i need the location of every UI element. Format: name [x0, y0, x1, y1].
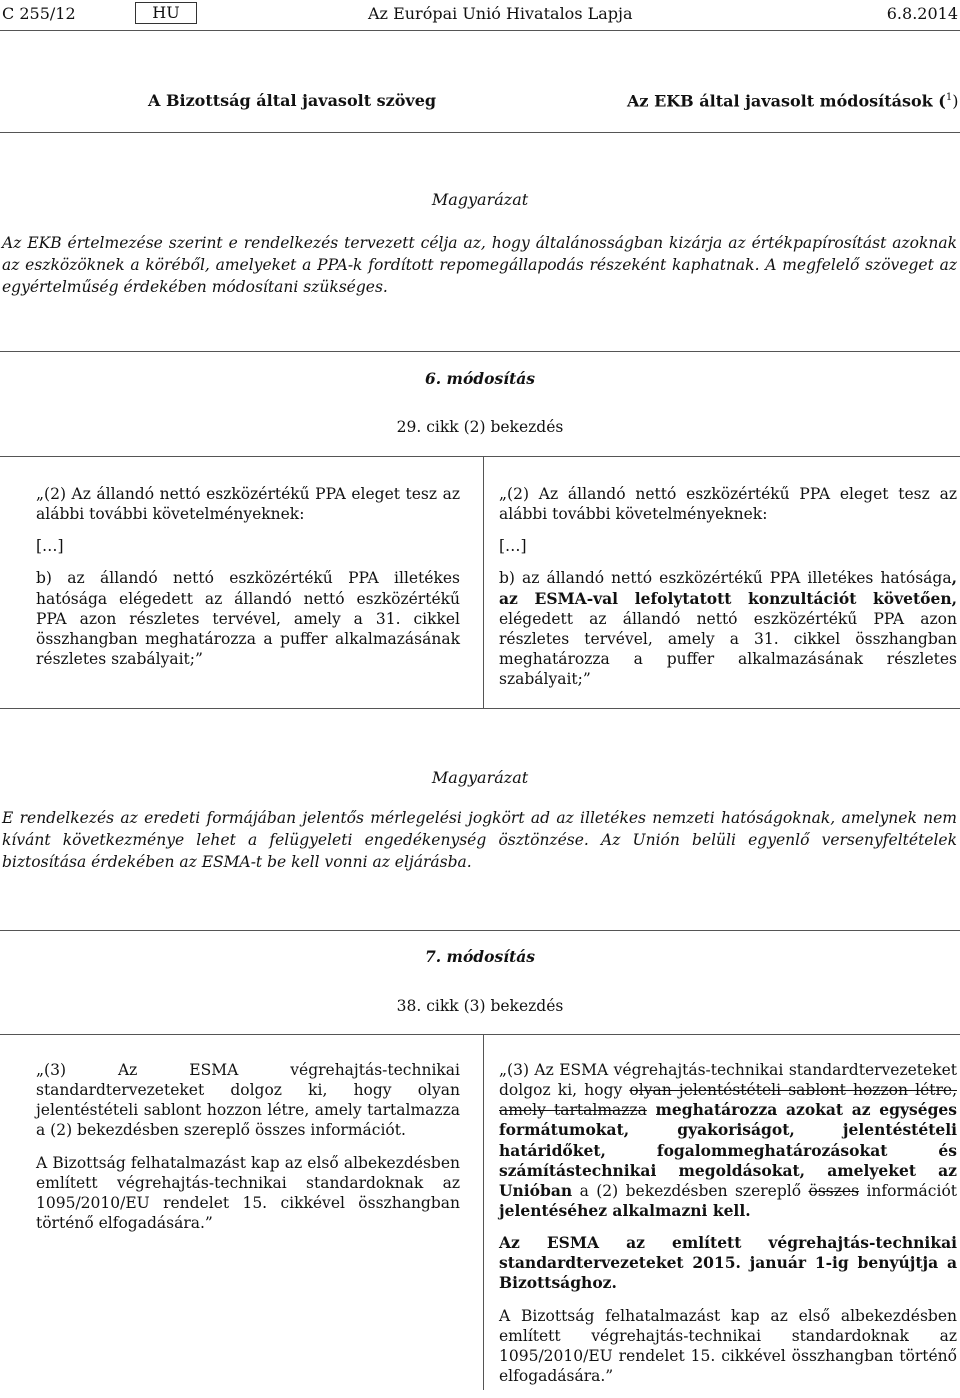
inserted-text: , az ESMA-val lefolytatott konzultációt követően, — [499, 568, 957, 608]
section-divider — [0, 930, 960, 931]
language-badge: HU — [135, 2, 197, 24]
column-divider — [483, 456, 484, 708]
amendment-title: 7. módosítás — [424, 947, 536, 966]
proposal-text-column — [36, 1060, 460, 1245]
publication-date: 6.8.2014 — [886, 4, 958, 23]
paragraph: „(2) Az állandó nettó eszközértékű PPA eleget tesz az alábbi további követelményeknek: — [499, 485, 957, 524]
paragraph: „(3) Az ESMA végrehajtás-technikai standardtervezeteket dolgoz ki, hogy olyan jelentéstételi sablont hozzon létre, amely tartalmazza meghatározza azokat az egységes formátumokat, gyakoriságot, jelentéstételi határidőket, fogalommeghatározásokat és számítástechnikai megoldásokat, amelyeket az Unióban a (2) bekezdésben szereplő összes információt jelentéséhez alkalmazni kell. — [499, 1061, 958, 1220]
paragraph: b) az állandó nettó eszközértékű PPA illetékes hatósága, az ESMA-val lefolytatott konzultációt követően, elégedett az állandó nettó eszközértékű PPA azon részletes tervével, amely a 31. cikkel összhangban meghatározza a puffer alkalmazásának részletes szabályait;” — [499, 568, 957, 689]
section-divider — [0, 351, 960, 352]
proposal-text-column — [36, 484, 460, 681]
paragraph: A Bizottság felhatalmazást kap az első albekezdésben említett végrehajtás-technikai standardoknak az 1095/2010/EU rendelet 15. cikkével összhangban történő elfogadására.” — [499, 1306, 957, 1385]
amendment-article: 29. cikk (2) bekezdés — [396, 418, 564, 436]
section-divider — [0, 132, 960, 133]
inserted-text: jelentéséhez alkalmazni kell. — [499, 1200, 751, 1220]
paragraph: „(3) Az ESMA végrehajtás-technikai standardtervezeteket dolgoz ki, hogy olyan jelentéstételi sablont hozzon létre, amely tartalmazza a (2) bekezdésben szereplő összes információt. — [36, 1061, 460, 1140]
explanation-text: E rendelkezés az eredeti formájában jelentős mérlegelési jogkört ad az illetékes nemzeti hatóságoknak, amelynek nem kívánt következménye lehet a felügyeleti engedékenység ösztönzése. Az Unión belüli egyenlő versenyfeltételek biztosítása érdekében az ESMA-t be kell vonni az eljárásba. — [2, 809, 957, 871]
right-column-title: Az EKB által javasolt módosítások ($^1$) — [627, 91, 959, 111]
column-divider — [483, 1034, 484, 1390]
amendment-article: 38. cikk (3) bekezdés — [396, 997, 564, 1015]
paragraph: „(2) Az állandó nettó eszközértékű PPA eleget tesz az alábbi további követelményeknek: — [36, 485, 460, 524]
amendment-title: 6. módosítás — [424, 369, 536, 388]
amendment-text-column — [499, 1060, 957, 1398]
journal-title: Az Európai Unió Hivatalos Lapja — [368, 4, 633, 23]
deleted-text: olyan jelentéstételi sablont hozzon létre, amely tartalmazza — [499, 1081, 957, 1120]
header-divider — [0, 30, 960, 31]
deleted-text: összes — [808, 1181, 860, 1200]
inserted-paragraph: Az ESMA az említett végrehajtás-technikai standardtervezeteket 2015. január 1-ig benyújtja a Bizottsághoz. — [499, 1233, 957, 1293]
journal-reference: C 255/12 — [2, 4, 76, 23]
section-divider — [0, 708, 960, 709]
section-divider — [0, 456, 960, 457]
section-divider — [0, 1034, 960, 1035]
paragraph: […] — [36, 537, 64, 556]
inserted-text: meghatározza azokat az egységes formátumokat, gyakoriságot, jelentéstételi határidőket, fogalommeghatározásokat és számítástechnikai megoldásokat, amelyeket az Unióban — [499, 1100, 958, 1200]
explanation-text: Az EKB értelmezése szerint e rendelkezés tervezett célja az, hogy általánosságban kizárja az értékpapírosítást azoknak az eszközöknek a köréből, amelyeket a PPA-k fordított repomegállapodás részeként kaphatnak. A megfelelő szöveget az egyértelműség érdekében módosítani szükséges. — [2, 234, 957, 296]
paragraph: […] — [499, 537, 527, 556]
left-column-title: A Bizottság által javasolt szöveg — [148, 91, 437, 110]
paragraph: b) az állandó nettó eszközértékű PPA illetékes hatósága elégedett az állandó nettó eszközértékű PPA azon részletes tervével, amely a 31. cikkel összhangban meghatározza a puffer alkalmazásának részletes szabályait;” — [36, 569, 460, 668]
amendment-text-column — [499, 484, 957, 701]
explanation-heading: Magyarázat — [431, 190, 529, 209]
page-header — [0, 0, 960, 26]
explanation-heading: Magyarázat — [431, 768, 529, 787]
paragraph: A Bizottság felhatalmazást kap az első albekezdésben említett végrehajtás-technikai standardoknak az 1095/2010/EU rendelet 15. cikkével összhangban történő elfogadására.” — [36, 1153, 460, 1232]
